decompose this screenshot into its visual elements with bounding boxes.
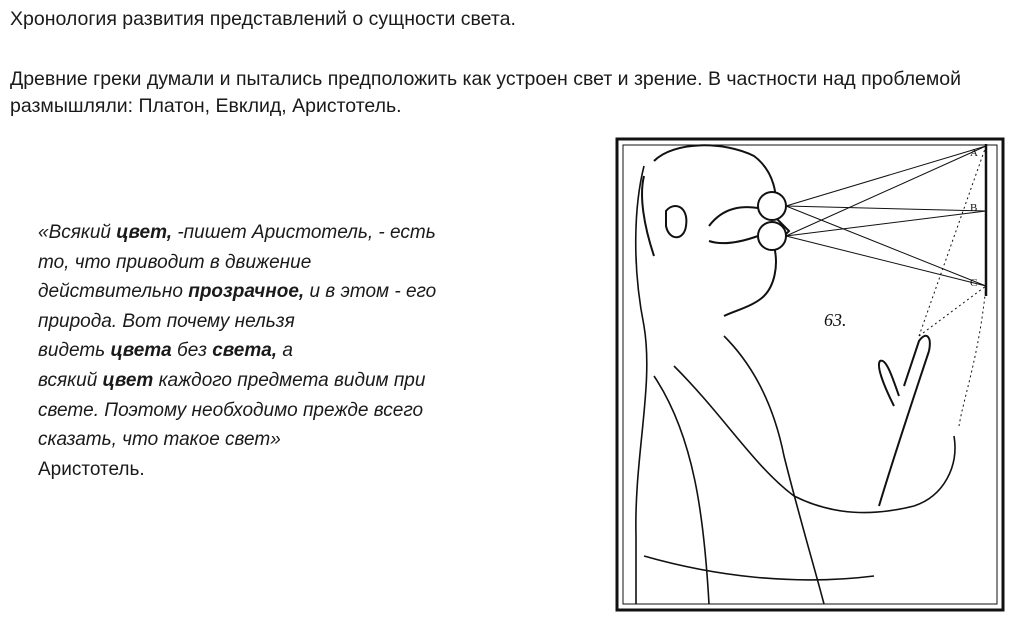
quote-text: без: [171, 340, 213, 362]
quote-emphasis: прозрачное,: [188, 281, 305, 303]
label-a: A: [970, 147, 978, 159]
quote-emphasis: света,: [212, 340, 278, 362]
engraving-figure: [614, 136, 1006, 613]
quote-text: всякий: [38, 369, 103, 391]
label-c: C: [970, 277, 978, 289]
quote-text: природа. Вот почему нельзя: [38, 310, 295, 332]
label-b: B: [970, 202, 978, 214]
quote-emphasis: цвета: [110, 340, 172, 362]
quote-emphasis: цвет,: [116, 222, 173, 243]
vision-illustration: [614, 136, 1006, 613]
quote-text: видеть: [38, 340, 111, 362]
quote-text: действительно: [38, 281, 189, 303]
quote-text: а: [277, 340, 293, 362]
quote-text: и в этом - его: [304, 281, 437, 303]
quote-text: -пишет Аристотель, - есть: [172, 222, 436, 243]
quote-text: «Всякий: [38, 222, 117, 243]
slide-title: Хронология развития представлений о сущности света.: [10, 8, 516, 30]
quote-text: свете. Поэтому необходимо прежде всего: [38, 399, 424, 421]
quote-text: сказать, что такое свет»: [38, 429, 281, 451]
quote-author: Аристотель.: [38, 458, 145, 480]
aristotle-quote: [38, 218, 558, 484]
intro-paragraph: Древние греки думали и пытались предположить как устроен свет и зрение. В частности над проблемой размышляли: Платон, Евклид, Аристотель.: [10, 68, 961, 117]
figure-number: 63.: [824, 310, 847, 330]
quote-text: каждого предмета видим при: [153, 369, 426, 391]
quote-text: то, что приводит в движение: [38, 251, 312, 273]
quote-emphasis: цвет: [102, 369, 154, 391]
